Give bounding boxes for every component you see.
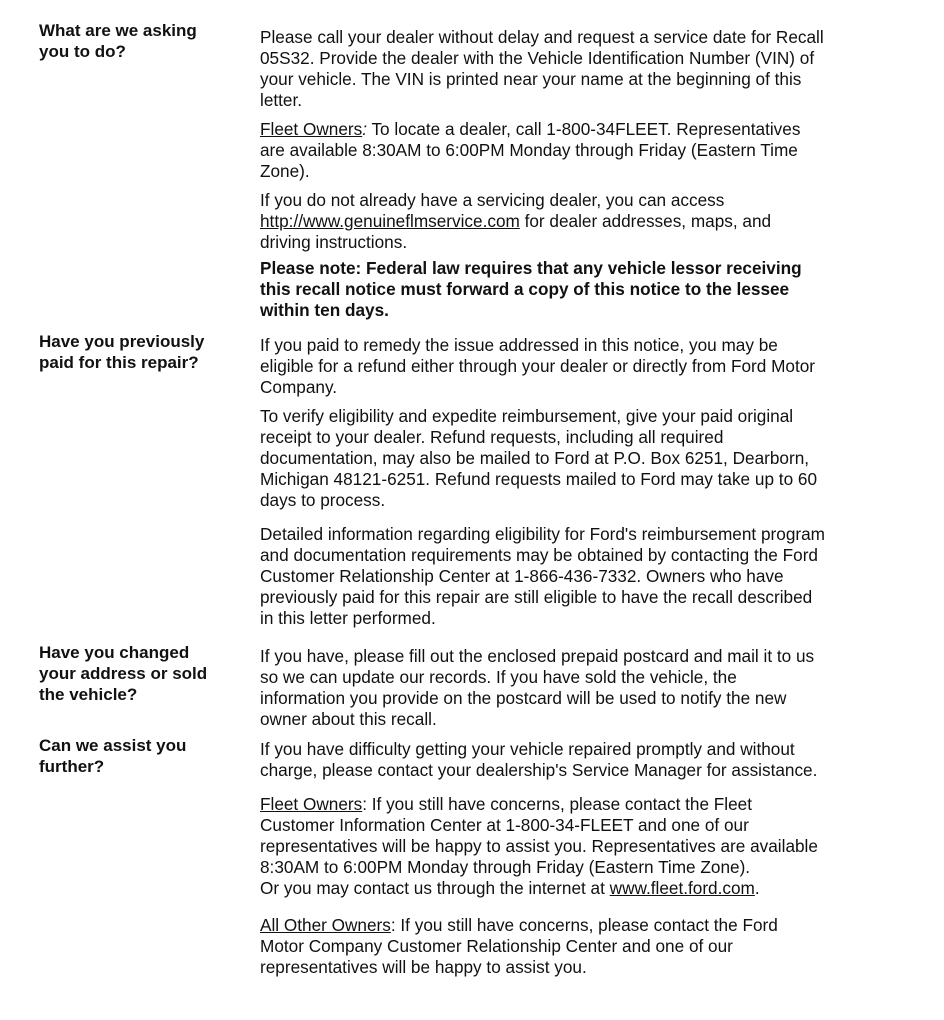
genuine-service-link[interactable]: http://www.genuineflmservice.com <box>260 211 520 231</box>
answer-call-dealer: Please call your dealer without delay and request a service date for Recall 05S32. Provide the dealer with the Vehicle Identification Number (VIN) of your vehicle. The VIN is printed near your name at the beginning of this letter. <box>260 27 824 110</box>
question-what-are-we-asking: What are we asking you to do? <box>39 21 197 61</box>
question-assist-further: Can we assist you further? <box>39 736 187 776</box>
answer-servicing-dealer <box>260 190 920 253</box>
fleet-ford-link[interactable]: www.fleet.ford.com <box>609 878 755 898</box>
answer-postcard: If you have, please fill out the enclosed prepaid postcard and mail it to us so we can update our records. If you have sold the vehicle, the information you provide on the postcard will be used to notify the new owner about this recall. <box>260 646 815 729</box>
all-other-owners-label: All Other Owners <box>260 915 391 935</box>
answer-fleet-owners-concerns <box>260 794 920 899</box>
please-note-lessor: Please note: Federal law requires that any vehicle lessor receiving this recall notice must forward a copy of this notice to the lessee within ten days. <box>260 258 802 320</box>
answer-all-other-owners <box>260 915 920 978</box>
question-changed-address: Have you changed your address or sold the vehicle? <box>39 643 208 704</box>
fleet-owners-label-2: Fleet Owners <box>260 794 363 814</box>
all-other-owners-text: : If you still have concerns, please contact the Ford Motor Company Customer Relationship Center and one of our representatives will be happy to assist you. <box>260 915 778 977</box>
answer-reimbursement-details: Detailed information regarding eligibility for Ford's reimbursement program and documentation requirements may be obtained by contacting the Ford Customer Relationship Center at 1-866-436-7332. Owners who have previously paid for this repair are still eligible to have the recall described in this letter performed. <box>260 524 825 628</box>
servicing-dealer-text-pre: If you do not already have a servicing dealer, you can access <box>260 190 725 210</box>
answer-service-manager: If you have difficulty getting your vehicle repaired promptly and without charge, please contact your dealership's Service Manager for assistance. <box>260 739 818 780</box>
question-previously-paid: Have you previously paid for this repair? <box>39 332 205 372</box>
fleet-ford-period: . <box>754 878 760 898</box>
fleet-owners-label: Fleet Owners <box>260 119 363 139</box>
fleet-owners-concerns-text: : If you still have concerns, please contact the Fleet Customer Information Center at 1-800-34-FLEET and one of our representatives will be happy to assist you. Representatives are available 8:30AM to 6:00PM Monday through Friday (Eastern Time Zone). Or you may contact us through the internet at <box>260 794 818 898</box>
answer-fleet-owners-locate <box>260 119 920 182</box>
fleet-owners-locate-text: To locate a dealer, call 1-800-34FLEET. Representatives are available 8:30AM to 6:00PM Monday through Friday (Eastern Time Zone). <box>260 119 801 181</box>
answer-verify-eligibility: To verify eligibility and expedite reimbursement, give your paid original receipt to your dealer. Refund requests, including all required documentation, may also be mailed to Ford at P.O. Box 6251, Dearborn, Michigan 48121-6251. Refund requests mailed to Ford may take up to 60 days to process. <box>260 406 818 510</box>
servicing-dealer-text-post: for dealer addresses, maps, and driving instructions. <box>260 211 772 252</box>
answer-refund-eligible: If you paid to remedy the issue addressed in this notice, you may be eligible for a refund either through your dealer or directly from Ford Motor Company. <box>260 335 816 397</box>
fleet-owners-colon: : <box>362 119 367 139</box>
